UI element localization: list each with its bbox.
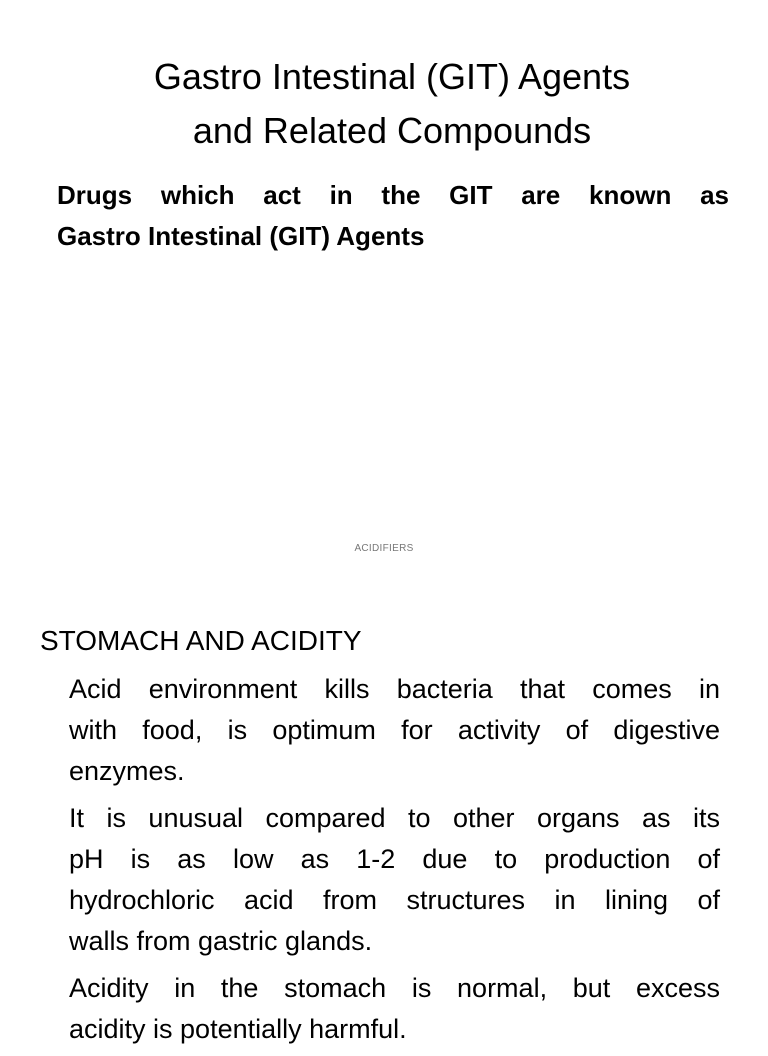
slide-title-line: Gastro Intestinal (GIT) Agents xyxy=(153,56,631,97)
paragraph-line: acidity is potentially harmful. xyxy=(69,1014,407,1044)
paragraph-line: pH is as low as 1-2 due to production of xyxy=(69,844,720,874)
section-label: ACIDIFIERS xyxy=(354,543,414,554)
paragraph xyxy=(69,968,720,1050)
paragraph-line: enzymes. xyxy=(69,756,185,786)
paragraph-line: Acidity in the stomach is normal, but excess xyxy=(69,973,720,1003)
paragraph-line: Acid environment kills bacteria that comes in xyxy=(69,674,720,704)
paragraph xyxy=(69,669,720,792)
section-body xyxy=(69,669,720,1056)
paragraph-line: with food, is optimum for activity of digestive xyxy=(69,715,720,745)
section-heading: STOMACH AND ACIDITY xyxy=(40,625,362,656)
paragraph-line: walls from gastric glands. xyxy=(69,926,373,956)
slide-title xyxy=(60,50,724,158)
paragraph-line: hydrochloric acid from structures in lining of xyxy=(69,885,720,915)
intro-line: Drugs which act in the GIT are known as xyxy=(57,180,729,210)
intro-line: Gastro Intestinal (GIT) Agents xyxy=(57,221,425,251)
slide-title-line: and Related Compounds xyxy=(192,110,592,151)
slide-intro-text xyxy=(57,175,729,257)
paragraph xyxy=(69,798,720,962)
paragraph-line: It is unusual compared to other organs as its xyxy=(69,803,720,833)
